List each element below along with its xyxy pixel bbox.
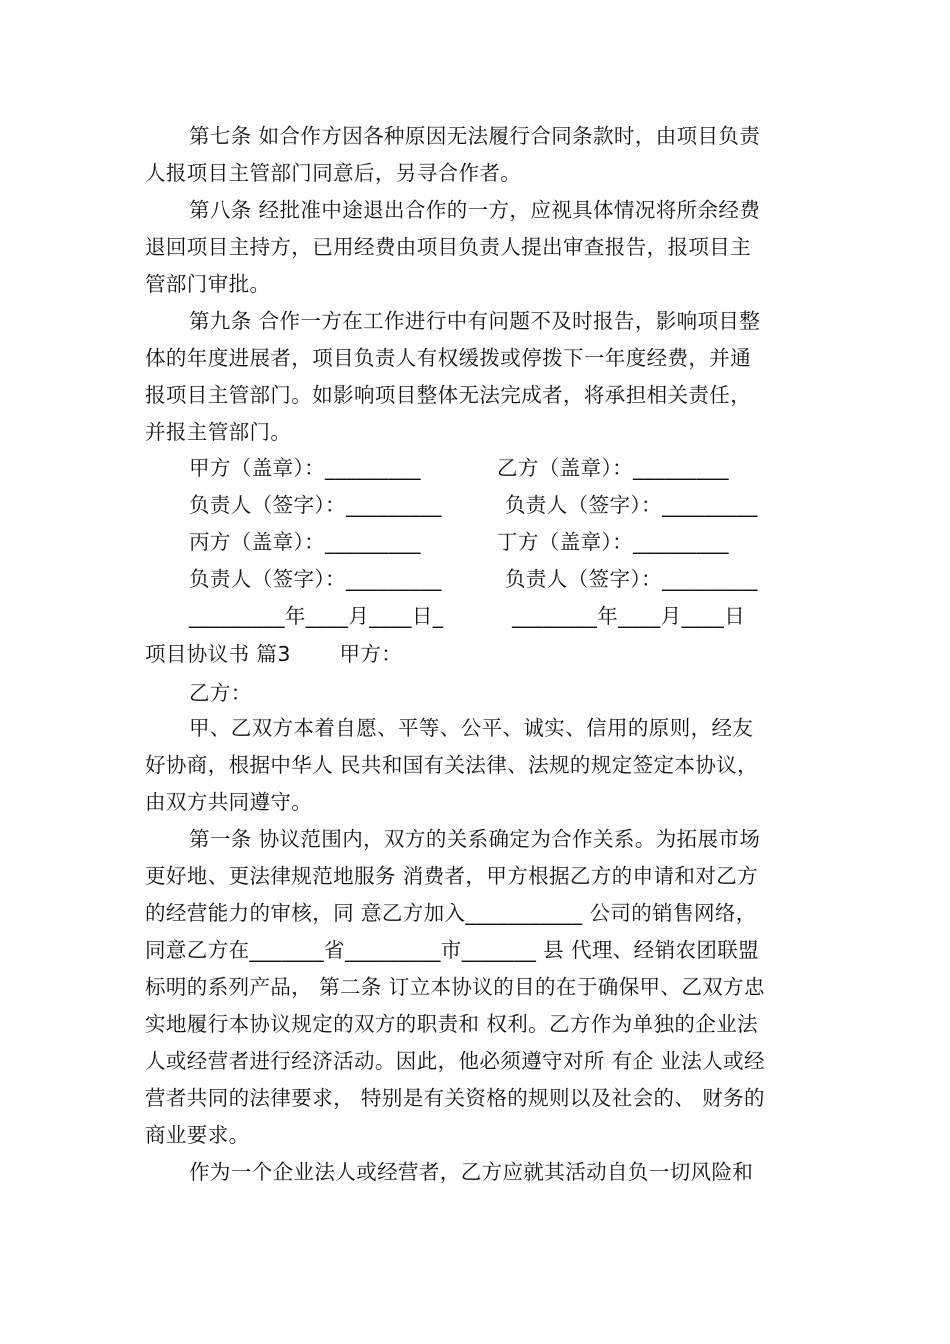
article-9-line: 并报主管部门。 bbox=[145, 420, 292, 444]
article-9-line: 报项目主管部门。如影响项目整体无法完成者，将承担相关责任， bbox=[145, 383, 752, 407]
date-right: ________年____月____日 bbox=[512, 604, 746, 628]
article-8-line: 退回项目主持方，已用经费由项目负责人提出审查报告，报项目主 bbox=[145, 235, 752, 259]
signature-head-d: 负责人（签字）：_________ bbox=[505, 567, 758, 591]
article-1-line: 同意乙方在_______省_________市_______ 县 代理、经销农团联盟 bbox=[145, 938, 760, 962]
article-7-line: 第七条 如合作方因各种原因无法履行合同条款时，由项目负责 bbox=[189, 124, 761, 148]
article-8-line: 管部门审批。 bbox=[145, 272, 271, 296]
article-7-line: 人报项目主管部门同意后，另寻合作者。 bbox=[145, 161, 522, 185]
closing-line: 作为一个企业法人或经营者，乙方应就其活动自负一切风险和 bbox=[189, 1160, 754, 1184]
section-3-title: 项目协议书 篇3 甲方： bbox=[145, 642, 403, 666]
intro-line: 甲、乙双方本着自愿、平等、公平、诚实、信用的原则，经友 bbox=[189, 716, 754, 740]
article-1-line: 的经营能力的审核，同 意乙方加入___________ 公司的销售网络， bbox=[145, 901, 757, 925]
article-1-line: 人或经营者进行经济活动。因此，他必须遵守对所 有企 业法人或经 bbox=[145, 1049, 765, 1073]
article-1-line: 营者共同的法律要求， 特别是有关资格的规则以及社会的、 财务的 bbox=[145, 1086, 765, 1110]
signature-head-b: 负责人（签字）：_________ bbox=[505, 493, 758, 517]
signature-party-d: 丁方（盖章）：_________ bbox=[497, 530, 729, 554]
signature-head-c: 负责人（签字）：_________ bbox=[189, 567, 442, 591]
article-8-line: 第八条 经批准中途退出合作的一方，应视具体情况将所余经费 bbox=[189, 198, 761, 222]
article-1-line: 第一条 协议范围内，双方的关系确定为合作关系。为拓展市场 bbox=[189, 827, 761, 851]
signature-party-a: 甲方（盖章）：_________ bbox=[189, 456, 421, 480]
section-3-party-b: 乙方： bbox=[189, 681, 252, 705]
article-9-line: 第九条 合作一方在工作进行中有问题不及时报告，影响项目整 bbox=[189, 309, 761, 333]
signature-party-c: 丙方（盖章）：_________ bbox=[189, 530, 421, 554]
article-1-line: 实地履行本协议规定的双方的职责和 权利。乙方作为单独的企业法 bbox=[145, 1012, 759, 1036]
date-left: _________年____月____日_ bbox=[189, 604, 444, 628]
article-1-line: 更好地、更法律规范地服务 消费者，甲方根据乙方的申请和对乙方 bbox=[145, 864, 759, 888]
article-1-line: 商业要求。 bbox=[145, 1123, 250, 1147]
article-9-line: 体的年度进展者，项目负责人有权缓拨或停拨下一年度经费，并通 bbox=[145, 346, 752, 370]
intro-line: 由双方共同遵守。 bbox=[145, 790, 313, 814]
signature-party-b: 乙方（盖章）：_________ bbox=[497, 456, 729, 480]
article-1-line: 标明的系列产品， 第二条 订立本协议的目的在于确保甲、乙双方忠 bbox=[145, 975, 765, 999]
signature-head-a: 负责人（签字）：_________ bbox=[189, 493, 442, 517]
intro-line: 好协商，根据中华人 民共和国有关法律、法规的规定签定本协议， bbox=[145, 753, 759, 777]
